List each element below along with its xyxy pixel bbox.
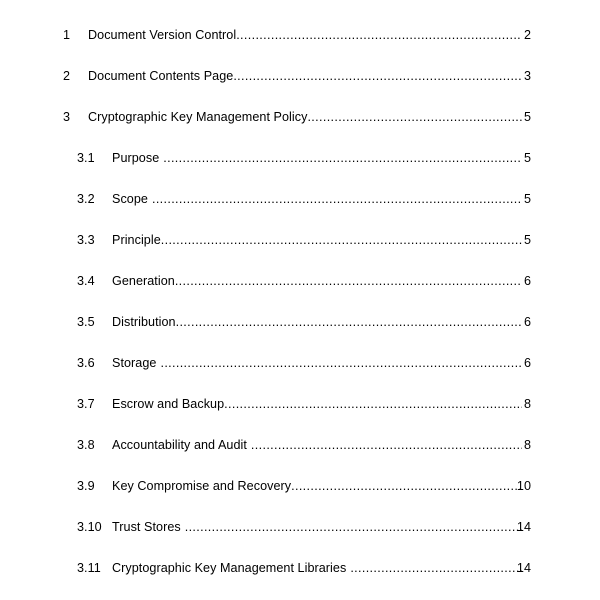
toc-dot-leader bbox=[236, 27, 522, 44]
toc-entry-title[interactable]: Distribution bbox=[112, 315, 176, 329]
toc-entry[interactable] bbox=[0, 396, 600, 413]
toc-entry-title-leader bbox=[88, 109, 522, 126]
toc-entry-page-number[interactable]: 5 bbox=[523, 110, 531, 124]
toc-entry-title-leader bbox=[88, 27, 522, 44]
toc-entry-page-number[interactable]: 14 bbox=[516, 520, 531, 534]
toc-entry-title-leader bbox=[112, 396, 522, 413]
toc-entry-number: 3.8 bbox=[77, 438, 95, 452]
toc-entry-title[interactable]: Accountability and Audit bbox=[112, 438, 247, 452]
toc-entry-title[interactable]: Document Version Control bbox=[88, 28, 237, 42]
toc-entry[interactable] bbox=[0, 478, 600, 495]
toc-entry-number: 3.5 bbox=[77, 315, 95, 329]
toc-entry-title-leader bbox=[112, 478, 522, 495]
toc-entry-number: 3.7 bbox=[77, 397, 95, 411]
toc-entry-number: 3.2 bbox=[77, 192, 95, 206]
toc-entry[interactable] bbox=[0, 560, 600, 577]
toc-entry[interactable] bbox=[0, 314, 600, 331]
toc-entry-number: 3 bbox=[63, 110, 71, 124]
toc-dot-leader bbox=[307, 109, 522, 126]
toc-entry[interactable] bbox=[0, 355, 600, 372]
toc-entry-page-number[interactable]: 10 bbox=[516, 479, 531, 493]
toc-entry-number: 3.4 bbox=[77, 274, 95, 288]
toc-entry-title[interactable]: Escrow and Backup bbox=[112, 397, 225, 411]
toc-entry-title-leader bbox=[112, 560, 522, 577]
toc-entry-title[interactable]: Cryptographic Key Management Policy bbox=[88, 110, 308, 124]
toc-entry-number: 3.10 bbox=[77, 520, 102, 534]
toc-entry-page-number[interactable]: 3 bbox=[523, 69, 531, 83]
toc-entry-page-number[interactable]: 5 bbox=[523, 192, 531, 206]
toc-entry-page-number[interactable]: 14 bbox=[516, 561, 531, 575]
toc-entry-page-number[interactable]: 6 bbox=[523, 356, 531, 370]
toc-entry[interactable] bbox=[0, 27, 600, 44]
toc-entry-title-leader bbox=[112, 273, 522, 290]
toc-entry-title-leader bbox=[112, 519, 522, 536]
toc-entry-title[interactable]: Generation bbox=[112, 274, 175, 288]
toc-entry-number: 3.3 bbox=[77, 233, 95, 247]
toc-dot-leader bbox=[291, 478, 522, 495]
toc-entry-title-leader bbox=[112, 191, 522, 208]
toc-entry[interactable] bbox=[0, 519, 600, 536]
toc-entry-page-number[interactable]: 5 bbox=[523, 233, 531, 247]
toc-entry[interactable] bbox=[0, 109, 600, 126]
toc-dot-leader bbox=[163, 150, 522, 167]
toc-dot-leader bbox=[161, 232, 522, 249]
toc-entry-number: 3.1 bbox=[77, 151, 95, 165]
toc-dot-leader bbox=[152, 191, 522, 208]
toc-entry-title-leader bbox=[112, 437, 522, 454]
toc-entry-number: 3.11 bbox=[77, 561, 101, 575]
toc-dot-leader bbox=[224, 396, 522, 413]
toc-entry-page-number[interactable]: 5 bbox=[523, 151, 531, 165]
toc-dot-leader bbox=[350, 560, 522, 577]
toc-entry-title[interactable]: Storage bbox=[112, 356, 157, 370]
toc-dot-leader bbox=[175, 273, 522, 290]
toc-dot-leader bbox=[176, 314, 522, 331]
toc-entry-title-leader bbox=[112, 314, 522, 331]
toc-entry-title[interactable]: Trust Stores bbox=[112, 520, 181, 534]
toc-entry-number: 3.6 bbox=[77, 356, 95, 370]
toc-entry[interactable] bbox=[0, 150, 600, 167]
toc-entry-title-leader bbox=[112, 355, 522, 372]
toc-dot-leader bbox=[185, 519, 522, 536]
toc-entry[interactable] bbox=[0, 68, 600, 85]
toc-dot-leader bbox=[160, 355, 522, 372]
toc-entry-page-number[interactable]: 6 bbox=[523, 315, 531, 329]
toc-entry[interactable] bbox=[0, 437, 600, 454]
toc-entry[interactable] bbox=[0, 232, 600, 249]
toc-entry-page-number[interactable]: 6 bbox=[523, 274, 531, 288]
toc-entry-number: 2 bbox=[63, 69, 71, 83]
toc-entry[interactable] bbox=[0, 273, 600, 290]
toc-entry-title[interactable]: Document Contents Page bbox=[88, 69, 234, 83]
toc-entry-number: 3.9 bbox=[77, 479, 95, 493]
toc-entry-title[interactable]: Cryptographic Key Management Libraries bbox=[112, 561, 347, 575]
toc-entry-title[interactable]: Key Compromise and Recovery bbox=[112, 479, 292, 493]
toc-entry[interactable] bbox=[0, 191, 600, 208]
toc-entry-title-leader bbox=[88, 68, 522, 85]
toc-entry-title[interactable]: Scope bbox=[112, 192, 148, 206]
toc-entry-page-number[interactable]: 2 bbox=[523, 28, 531, 42]
toc-entry-title[interactable]: Principle bbox=[112, 233, 161, 247]
toc-entry-title[interactable]: Purpose bbox=[112, 151, 160, 165]
toc-entry-title-leader bbox=[112, 232, 522, 249]
toc-entry-page-number[interactable]: 8 bbox=[523, 397, 531, 411]
toc-dot-leader bbox=[251, 437, 522, 454]
toc-entry-title-leader bbox=[112, 150, 522, 167]
toc-entry-page-number[interactable]: 8 bbox=[523, 438, 531, 452]
toc-entry-number: 1 bbox=[63, 28, 71, 42]
toc-dot-leader bbox=[233, 68, 522, 85]
